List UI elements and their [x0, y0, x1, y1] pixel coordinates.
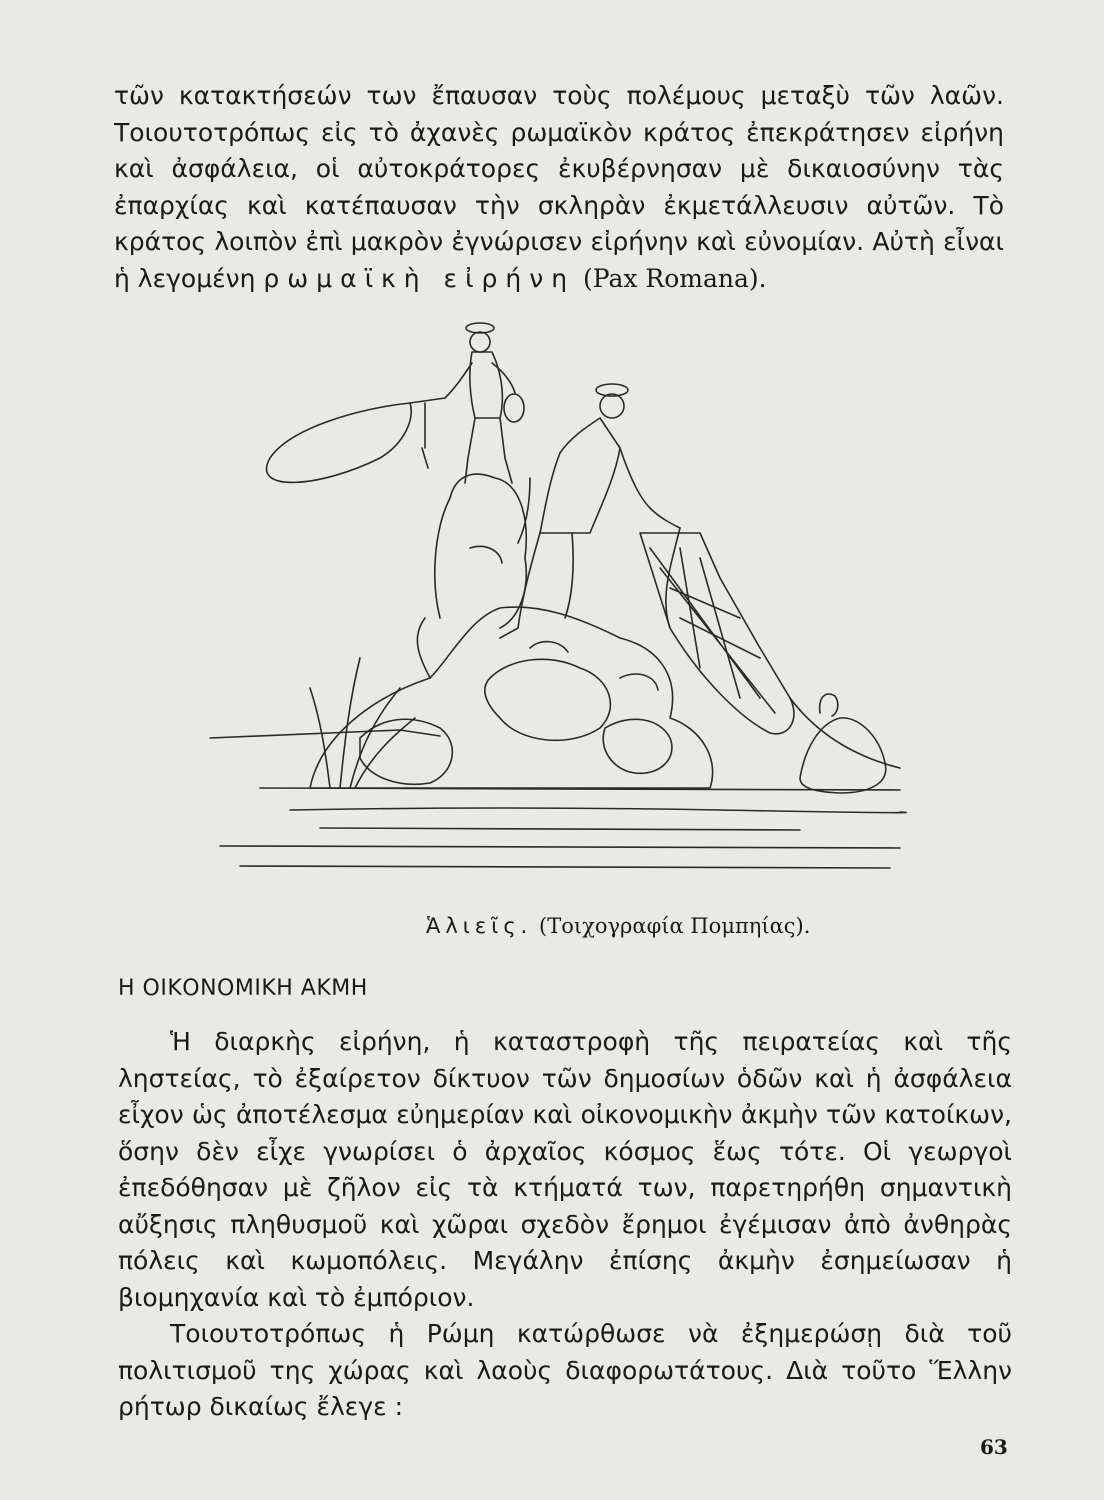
- fisherman-top: [267, 323, 524, 483]
- fisherman-net: [500, 384, 900, 768]
- intro-paragraph: [114, 78, 1004, 297]
- fishermen-illustration: [200, 318, 920, 908]
- body-paragraph-2: Τοιουτοτρόπως ἡ Ρώμη κατώρθωσε νὰ ἐξημερώσῃ διὰ τοῦ πολιτισμοῦ της χώρας καὶ λαοὺς διαφορωτάτους. Διὰ τοῦτο Ἕλλην ρήτωρ δικαίως ἔλεγε :: [118, 1319, 1012, 1421]
- rocks: [310, 474, 886, 793]
- page-number: 63: [980, 1435, 1008, 1459]
- water-lines: [210, 730, 906, 868]
- caption-source: (Τοιχογραφία Πομπηίας).: [539, 914, 811, 938]
- intro-text: τῶν κατακτήσεών των ἔπαυσαν τοὺς πολέμους μεταξὺ τῶν λαῶν. Τοιουτοτρόπως εἰς τὸ ἀχανὲς ρωμαϊκὸν κράτος ἐπεκράτησεν εἰρήνη καὶ ἀσφάλεια, οἱ αὐτοκράτορες ἐκυβέρνησαν μὲ δικαιοσύνην τὰς ἐπαρχίας καὶ κατέπαυσαν τὴν σκληρὰν ἐκμετάλλευσιν αὐτῶν. Τὸ κράτος λοιπὸν ἐπὶ μακρὸν ἐγνώρισεν εἰρήνην καὶ εὐνομίαν. Αὐτὴ εἶναι ἡ λεγομένη: [114, 81, 1004, 293]
- section-heading: Η ΟΙΚΟΝΟΜΙΚΗ ΑΚΜΗ: [118, 976, 368, 1001]
- caption-lead: Ἁλιεῖς.: [426, 914, 533, 938]
- pax-romana-latin: (Pax Romana).: [583, 263, 767, 293]
- pax-romana-greek: ρωμαϊκὴ εἰρήνη: [263, 263, 576, 293]
- reeds: [310, 658, 415, 788]
- section-body: [118, 1024, 1012, 1426]
- figure-caption: [426, 914, 810, 938]
- body-paragraph-1: Ἡ διαρκὴς εἰρήνη, ἡ καταστροφὴ τῆς πειρατείας καὶ τῆς ληστείας, τὸ ἐξαίρετον δίκτυον τῶν δημοσίων ὁδῶν καὶ ἡ ἀσφάλεια εἶχον ὡς ἀποτέλεσμα εὐημερίαν καὶ οἰκονομικὴν ἀκμὴν τῶν κατοίκων, ὅσην δὲν εἶχε γνωρίσει ὁ ἀρχαῖος κόσμος ἕως τότε. Οἱ γεωργοὶ ἐπεδόθησαν μὲ ζῆλον εἰς τὰ κτήματά των, παρετηρήθη σημαντικὴ αὔξησις πληθυσμοῦ καὶ χῶραι σχεδὸν ἔρημοι ἐγέμισαν ἀπὸ ἀνθηρὰς πόλεις καὶ κωμοπόλεις. Μεγάλην ἐπίσης ἀκμὴν ἐσημείωσαν ἡ βιομηχανία καὶ τὸ ἐμπόριον.: [118, 1027, 1012, 1312]
